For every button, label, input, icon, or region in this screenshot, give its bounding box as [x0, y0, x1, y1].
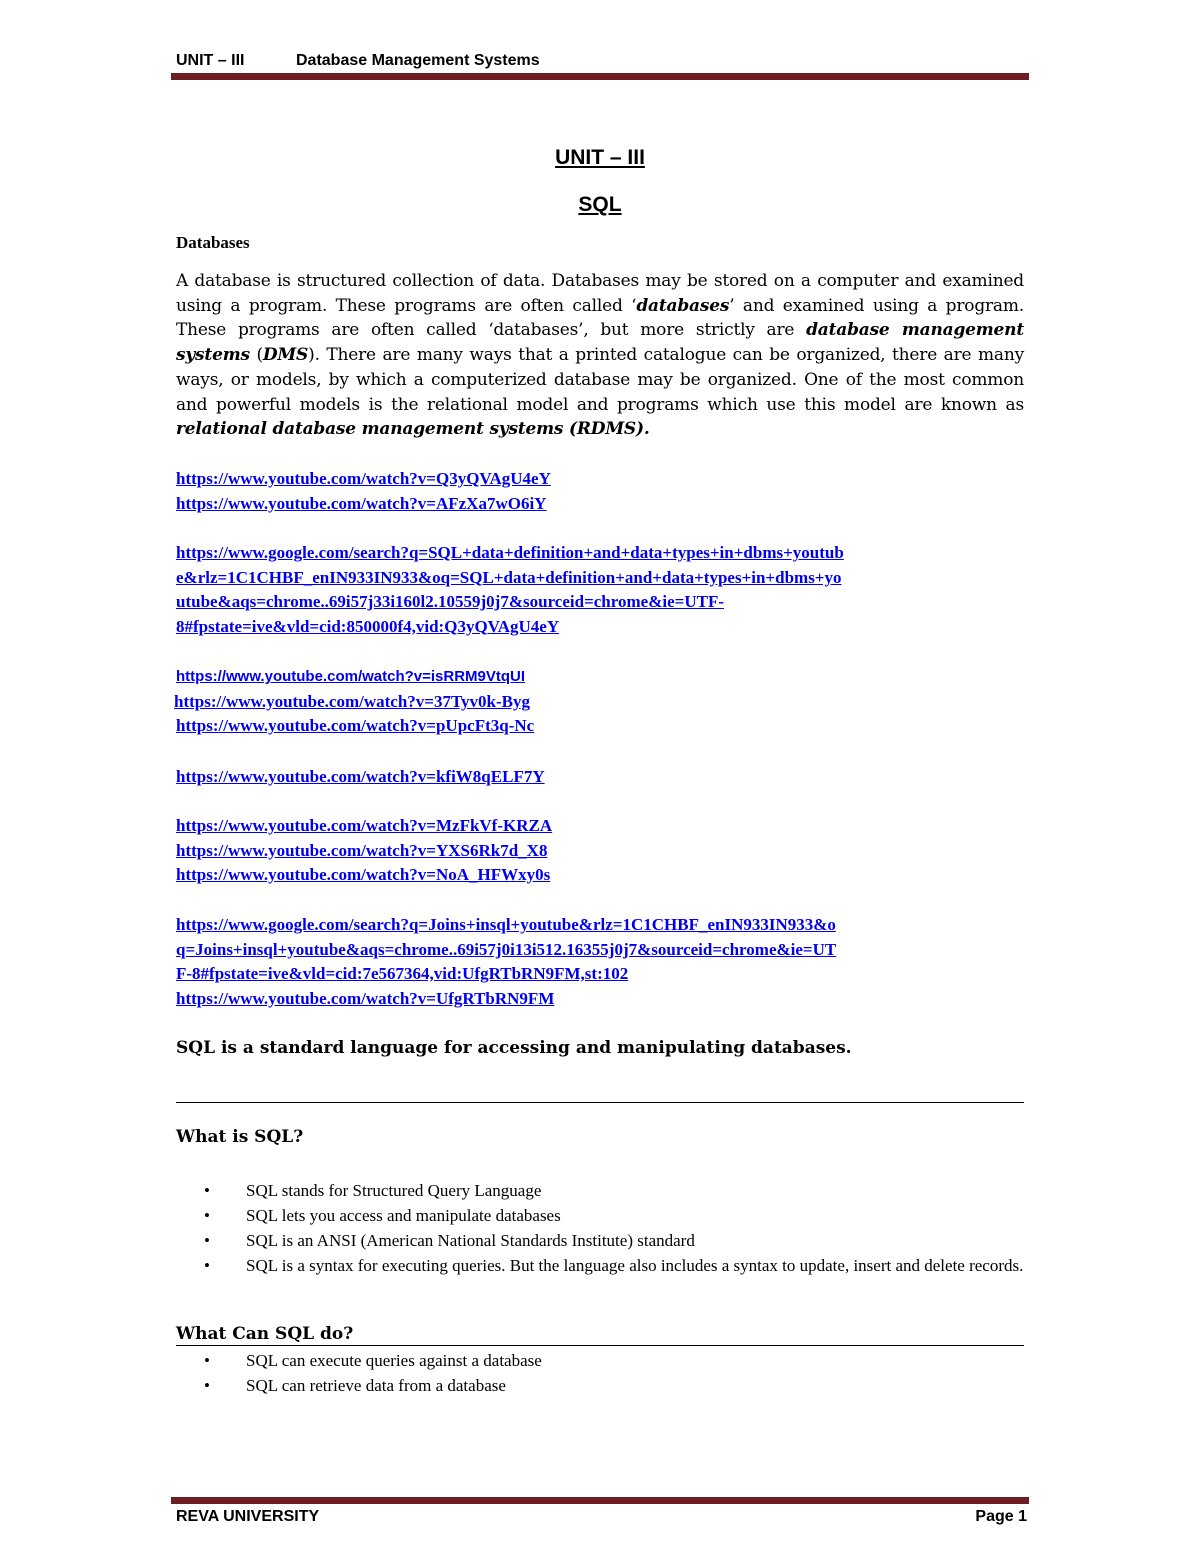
- header-subject: Database Management Systems: [296, 52, 540, 69]
- divider: [176, 1102, 1024, 1103]
- header-unit: UNIT – III: [176, 52, 245, 69]
- link[interactable]: https://www.youtube.com/watch?v=kfiW8qELF7Y: [176, 767, 545, 786]
- link[interactable]: https://www.youtube.com/watch?v=37Tyv0k-Byg: [174, 691, 531, 711]
- footer-rule: [171, 1497, 1029, 1504]
- link[interactable]: https://www.youtube.com/watch?v=UfgRTbRN9FM: [176, 988, 555, 1008]
- link-group-5: [176, 814, 1026, 888]
- link[interactable]: https://www.google.com/search?q=SQL+data+definition+and+data+types+in+dbms+youtub: [176, 543, 844, 562]
- link[interactable]: https://www.youtube.com/watch?v=MzFkVf-KRZA: [176, 816, 553, 835]
- link[interactable]: https://www.youtube.com/watch?v=AFzXa7wO6iY: [176, 493, 547, 513]
- link-group-1: [176, 467, 1026, 516]
- footer-university: REVA UNIVERSITY: [176, 1508, 320, 1525]
- list-item: • SQL stands for Structured Query Language: [204, 1178, 1026, 1203]
- link[interactable]: https://www.google.com/search?q=Joins+insql+youtube&rlz=1C1CHBF_enIN933IN933&o: [176, 915, 836, 934]
- list-item: • SQL lets you access and manipulate databases: [204, 1203, 1026, 1228]
- what-can-sql-do-heading: What Can SQL do?: [176, 1324, 1024, 1346]
- page-number: Page 1: [975, 1508, 1027, 1525]
- what-is-sql-heading: What is SQL?: [176, 1127, 304, 1147]
- link[interactable]: https://www.youtube.com/watch?v=pUpcFt3q-Nc: [176, 716, 535, 735]
- bullet-icon: •: [204, 1351, 210, 1370]
- bullet-icon: •: [204, 1181, 210, 1200]
- header-rule: [171, 73, 1029, 80]
- link[interactable]: F-8#fpstate=ive&vld=cid:7e567364,vid:UfgRTbRN9FM,st:102: [176, 964, 629, 983]
- what-can-sql-do-list: [204, 1348, 1026, 1398]
- page-title-unit: UNIT – III: [555, 146, 645, 169]
- link[interactable]: https://www.youtube.com/watch?v=NoA_HFWxy0s: [176, 865, 551, 884]
- sql-standard-statement: SQL is a standard language for accessing and manipulating databases.: [176, 1038, 852, 1058]
- link-group-4: [176, 765, 1026, 790]
- bullet-icon: •: [204, 1206, 210, 1225]
- databases-heading: Databases: [176, 233, 250, 252]
- page-title-topic: SQL: [578, 193, 622, 216]
- list-item: • SQL is an ANSI (American National Standards Institute) standard: [204, 1228, 1026, 1253]
- list-item: • SQL can execute queries against a database: [204, 1348, 1026, 1373]
- link[interactable]: e&rlz=1C1CHBF_enIN933IN933&oq=SQL+data+definition+and+data+types+in+dbms+yo: [176, 567, 842, 587]
- link[interactable]: utube&aqs=chrome..69i57j33i160l2.10559j0j7&sourceid=chrome&ie=UTF-: [176, 592, 724, 611]
- bullet-icon: •: [204, 1376, 210, 1395]
- intro-paragraph: A database is structured collection of data. Databases may be stored on a computer and examined using a program. These programs are often called ‘databases’ and examined using a program. These programs are often called ‘databases’, but more strictly are database management systems (DMS). There are many ways that a printed catalogue can be organized, there are many ways, or models, by which a computerized database may be organized. One of the most common and powerful models is the relational model and programs which use this model are known as relational database management systems (RDMS).: [176, 271, 1024, 440]
- link[interactable]: 8#fpstate=ive&vld=cid:850000f4,vid:Q3yQVAgU4eY: [176, 616, 560, 636]
- what-is-sql-list: [204, 1178, 1026, 1278]
- link-group-2: [176, 541, 1026, 639]
- link[interactable]: https://www.youtube.com/watch?v=YXS6Rk7d_X8: [176, 840, 548, 860]
- link-group-6: [176, 913, 1026, 1011]
- list-item: • SQL can retrieve data from a database: [204, 1373, 1026, 1398]
- link[interactable]: q=Joins+insql+youtube&aqs=chrome..69i57j0i13i512.16355j0j7&sourceid=chrome&ie=UT: [176, 939, 837, 959]
- list-item: • SQL is a syntax for executing queries. But the language also includes a syntax to update, insert and delete records.: [204, 1253, 1026, 1278]
- link[interactable]: https://www.youtube.com/watch?v=isRRM9VtqUI: [176, 668, 526, 685]
- link-group-3: [176, 665, 1026, 739]
- link[interactable]: https://www.youtube.com/watch?v=Q3yQVAgU4eY: [176, 469, 551, 488]
- bullet-icon: •: [204, 1256, 210, 1275]
- bullet-icon: •: [204, 1231, 210, 1250]
